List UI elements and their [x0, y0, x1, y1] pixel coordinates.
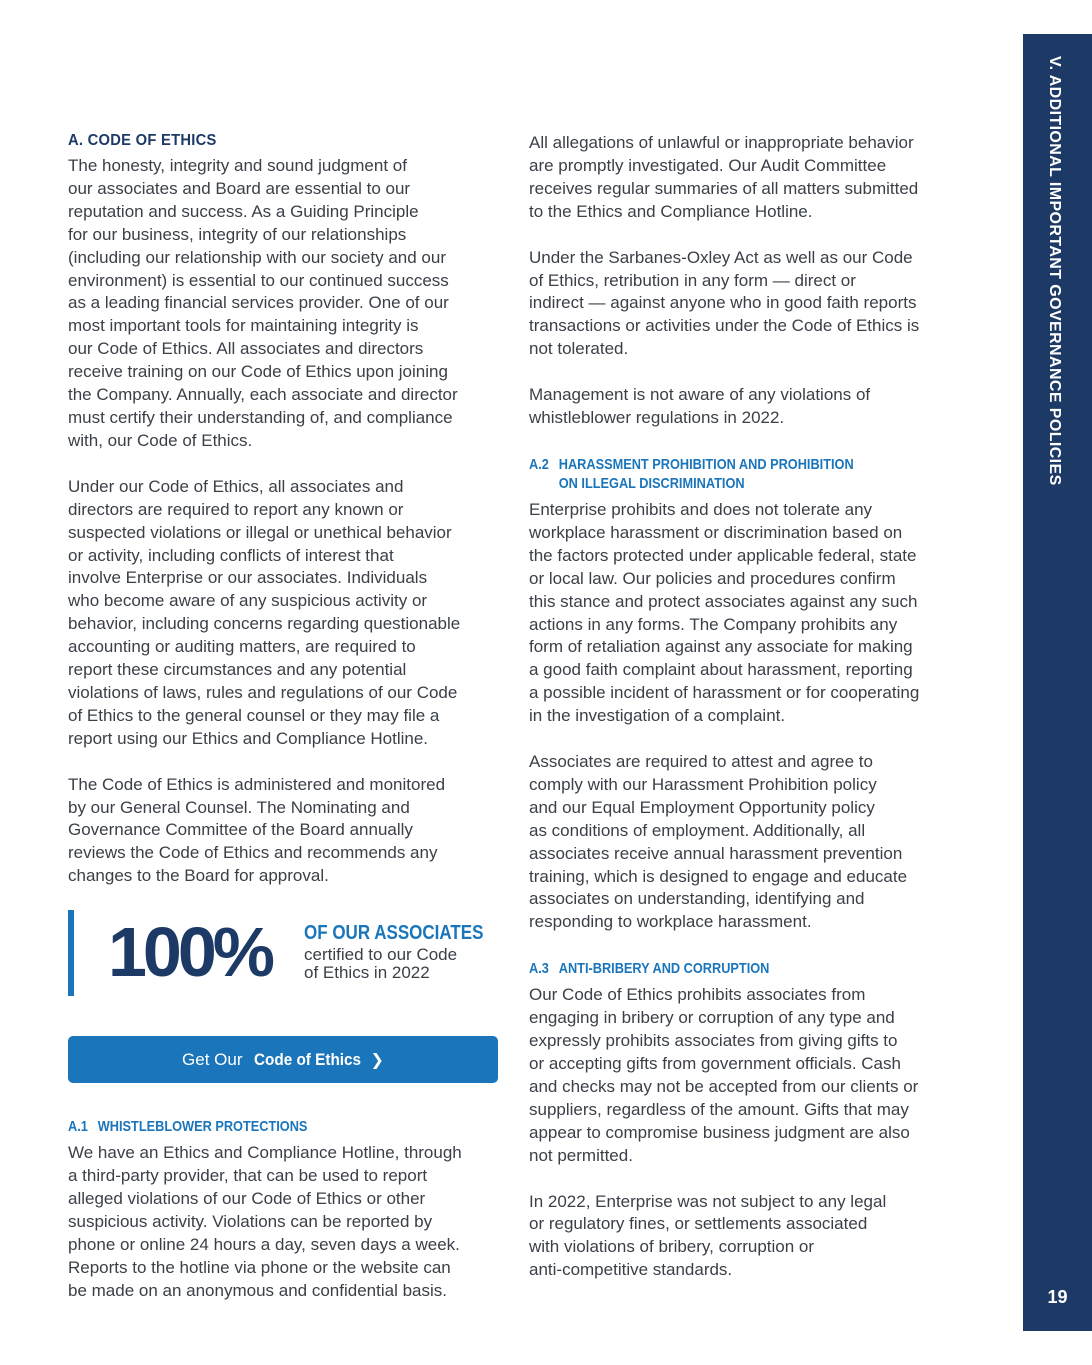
text-line: receive training on our Code of Ethics upon joining	[68, 362, 448, 382]
cta-bold-text: Code of Ethics	[253, 1049, 361, 1069]
text-line: to the Ethics and Compliance Hotline.	[529, 201, 813, 221]
whistleblower-heading	[68, 1117, 434, 1136]
section-title: HARASSMENT PROHIBITION AND PROHIBITION	[558, 455, 854, 473]
stat-label: OF OUR ASSOCIATES	[304, 922, 484, 945]
harassment-paragraph-1	[529, 499, 961, 728]
text-line: or local law. Our policies and procedures confirm	[529, 568, 896, 588]
text-line: reputation and success. As a Guiding Principle	[68, 201, 419, 221]
text-line: Reports to the hotline via phone or the website can	[68, 1257, 451, 1277]
text-line: suspicious activity. Violations can be reported by	[68, 1211, 433, 1231]
chevron-right-icon: ❯	[370, 1051, 384, 1069]
get-code-of-ethics-button[interactable]	[68, 1036, 498, 1083]
cta-prefix: Get Our	[182, 1049, 243, 1069]
text-line: expressly prohibits associates from giving gifts to	[529, 1031, 898, 1051]
text-line: workplace harassment or discrimination based on	[529, 522, 903, 542]
text-line: suspected violations or illegal or unethical behavior	[68, 522, 452, 542]
text-line: transactions or activities under the Code of Ethics is	[529, 316, 920, 336]
text-line: The honesty, integrity and sound judgment of	[68, 156, 407, 175]
text-line: We have an Ethics and Compliance Hotline, through	[68, 1143, 462, 1163]
left-column	[68, 132, 498, 1303]
text-line: a good faith complaint about harassment, reporting	[529, 660, 913, 680]
text-line: associates receive annual harassment prevention	[529, 843, 903, 863]
stat-description-line: certified to our Code	[304, 945, 458, 965]
text-line: a possible incident of harassment or for cooperating	[529, 683, 920, 703]
text-line: be made on an anonymous and confidential basis.	[68, 1280, 447, 1300]
text-line: our Code of Ethics. All associates and directors	[68, 339, 424, 359]
text-line: our associates and Board are essential to our	[68, 178, 411, 198]
text-line: directors are required to report any known or	[68, 499, 404, 519]
text-line: Associates are required to attest and agree to	[529, 752, 873, 772]
text-line: report using our Ethics and Compliance Hotline.	[68, 728, 429, 748]
harassment-heading	[529, 455, 896, 493]
code-of-ethics-paragraph-3	[68, 774, 498, 889]
text-line: by our General Counsel. The Nominating and	[68, 797, 410, 817]
text-line: are promptly investigated. Our Audit Committee	[529, 155, 887, 175]
section-title: ANTI-BRIBERY AND CORRUPTION	[558, 960, 770, 978]
stat-accent-bar	[68, 910, 74, 996]
text-line: most important tools for maintaining integrity is	[68, 316, 419, 336]
text-line: not tolerated.	[529, 339, 629, 359]
text-line: suppliers, regardless of the amount. Gifts that may	[529, 1099, 909, 1119]
text-line: All allegations of unlawful or inappropriate behavior	[529, 133, 914, 152]
text-line: or regulatory fines, or settlements associated	[529, 1214, 868, 1234]
text-line: training, which is designed to engage and educate	[529, 866, 908, 886]
text-line: or activity, including conflicts of interest that	[68, 545, 394, 565]
right-column	[529, 132, 961, 1282]
anti-bribery-paragraph-1	[529, 984, 961, 1167]
text-line: form of retaliation against any associate for making	[529, 637, 913, 657]
text-line: indirect — against anyone who in good faith reports	[529, 293, 917, 313]
whistleblower-paragraph	[68, 1142, 498, 1302]
text-line: with violations of bribery, corruption or	[529, 1237, 815, 1257]
text-line: Under the Sarbanes-Oxley Act as well as our Code	[529, 247, 913, 267]
anti-bribery-heading	[529, 959, 896, 978]
section-sidebar	[1023, 34, 1092, 1331]
text-line: of Ethics to the general counsel or they may file a	[68, 705, 440, 725]
code-of-ethics-paragraph-2	[68, 476, 498, 751]
code-of-ethics-heading: A. CODE OF ETHICS	[68, 132, 217, 149]
text-line: with, our Code of Ethics.	[68, 430, 253, 450]
text-line: comply with our Harassment Prohibition policy	[529, 774, 877, 794]
text-line: actions in any forms. The Company prohibits any	[529, 614, 898, 634]
text-line: anti-competitive standards.	[529, 1260, 733, 1280]
text-line: In 2022, Enterprise was not subject to any legal	[529, 1191, 887, 1211]
anti-bribery-paragraph-2	[529, 1191, 961, 1283]
harassment-paragraph-2	[529, 751, 961, 934]
text-line: phone or online 24 hours a day, seven days a week.	[68, 1234, 460, 1254]
text-line: for our business, integrity of our relationships	[68, 224, 407, 244]
text-line: Management is not aware of any violations of	[529, 385, 871, 405]
text-line: Governance Committee of the Board annually	[68, 820, 413, 840]
text-line: in the investigation of a complaint.	[529, 706, 786, 726]
text-line: changes to the Board for approval.	[68, 866, 329, 886]
text-line: alleged violations of our Code of Ethics or other	[68, 1189, 426, 1208]
text-line: and checks may not be accepted from our clients or	[529, 1076, 919, 1096]
text-line: appear to compromise business judgment are also	[529, 1122, 910, 1142]
text-line: this stance and protect associates against any such	[529, 591, 918, 611]
text-line: responding to workplace harassment.	[529, 912, 812, 932]
text-line: as a leading financial services provider. One of our	[68, 293, 449, 313]
text-line: (including our relationship with our society and our	[68, 247, 446, 267]
text-line: violations of laws, rules and regulations of our Code	[68, 682, 458, 702]
page-number: 19	[1047, 1287, 1068, 1307]
text-line: must certify their understanding of, and compliance	[68, 407, 453, 427]
text-line: whistleblower regulations in 2022.	[529, 408, 785, 428]
text-line: Under our Code of Ethics, all associates and	[68, 476, 404, 496]
section-number: A.2	[529, 455, 549, 473]
section-title-continued: ON ILLEGAL DISCRIMINATION	[558, 474, 745, 492]
stat-description-line: of Ethics in 2022	[304, 963, 430, 983]
text-line: environment) is essential to our continued success	[68, 270, 449, 290]
allegations-paragraph	[529, 132, 961, 224]
stat-description	[304, 946, 457, 982]
text-line: receives regular summaries of all matters submitted	[529, 178, 919, 198]
text-line: or accepting gifts from government officials. Cash	[529, 1054, 901, 1073]
text-line: report these circumstances and any potential	[68, 660, 407, 680]
text-line: behavior, including concerns regarding questionable	[68, 614, 461, 634]
text-line: The Code of Ethics is administered and monitored	[68, 774, 446, 794]
text-line: the Company. Annually, each associate and director	[68, 385, 458, 405]
text-line: who become aware of any suspicious activity or	[68, 591, 428, 611]
text-line: of Ethics, retribution in any form — direct or	[529, 270, 856, 290]
section-title-vertical: V. ADDITIONAL IMPORTANT GOVERNANCE POLICIES	[1046, 56, 1063, 486]
management-paragraph	[529, 384, 961, 430]
text-line: the factors protected under applicable federal, state	[529, 545, 917, 565]
text-line: as conditions of employment. Additionally, all	[529, 820, 866, 840]
certification-stat	[68, 910, 498, 1000]
text-line: engaging in bribery or corruption of any type and	[529, 1008, 895, 1028]
text-line: a third-party provider, that can be used to report	[68, 1166, 428, 1186]
text-line: not permitted.	[529, 1145, 633, 1165]
text-line: associates on understanding, identifying and	[529, 889, 865, 909]
text-line: accounting or auditing matters, are required to	[68, 637, 416, 657]
section-number: A.1	[68, 1118, 88, 1136]
text-line: and our Equal Employment Opportunity policy	[529, 797, 875, 817]
text-line: reviews the Code of Ethics and recommends any	[68, 843, 438, 863]
section-title: WHISTLEBLOWER PROTECTIONS	[97, 1118, 308, 1136]
sarbanes-oxley-paragraph	[529, 247, 961, 362]
text-line: Enterprise prohibits and does not tolerate any	[529, 499, 873, 519]
text-line: Our Code of Ethics prohibits associates from	[529, 985, 866, 1005]
text-line: involve Enterprise or our associates. Individuals	[68, 568, 428, 588]
stat-value: 100%	[108, 913, 272, 992]
section-number: A.3	[529, 960, 549, 978]
code-of-ethics-paragraph-1	[68, 155, 498, 453]
